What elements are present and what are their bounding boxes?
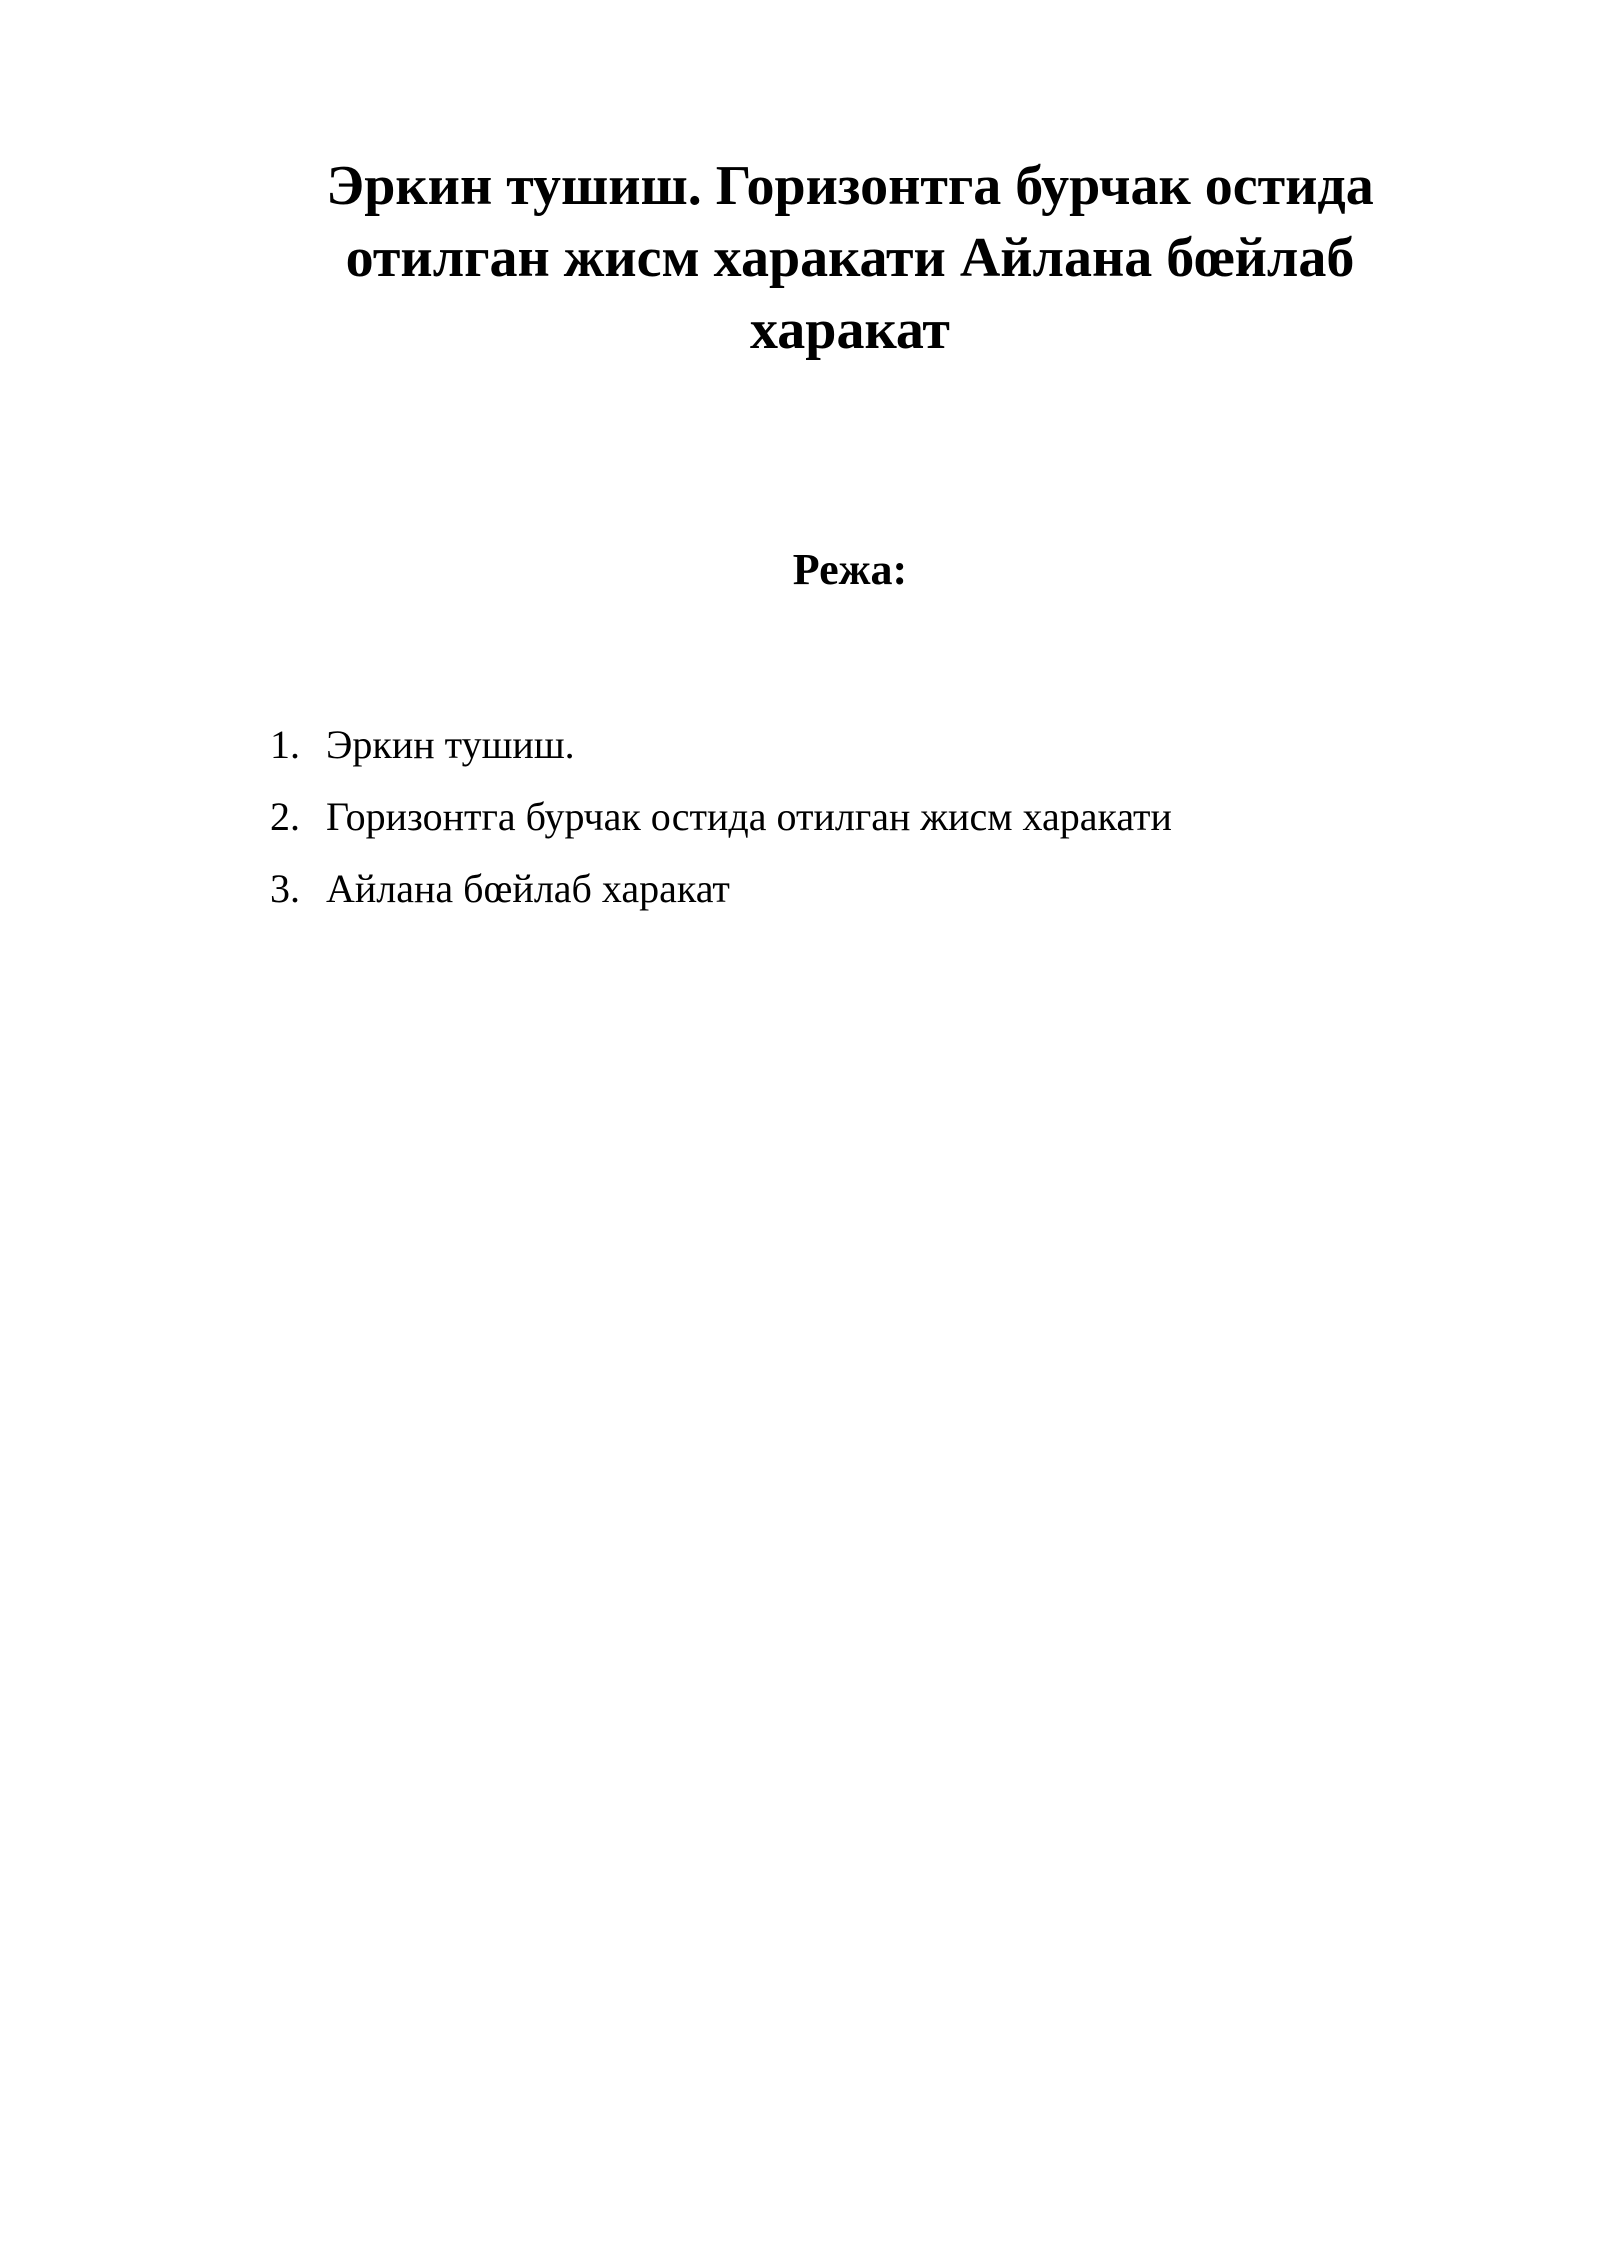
plan-item	[270, 792, 1470, 864]
plan-item-number: 1.	[270, 722, 300, 767]
title-line: Эркин тушиш. Горизонтга бурчак остида	[326, 155, 1374, 217]
title-line: харакат	[750, 299, 950, 361]
plan-item	[270, 864, 1470, 936]
plan-item-number: 3.	[270, 866, 300, 911]
document-title	[280, 150, 1420, 366]
plan-item-number: 2.	[270, 794, 300, 839]
plan-list	[270, 720, 1470, 936]
plan-heading: Режа:	[792, 545, 908, 594]
title-line: отилган жисм харакати Айлана бœйлаб	[345, 227, 1355, 289]
plan-item-text: Горизонтга бурчак остида отилган жисм харакати	[326, 794, 1172, 839]
plan-item	[270, 720, 1470, 792]
plan-item-text: Эркин тушиш.	[326, 722, 575, 767]
plan-item-text: Айлана бœйлаб харакат	[326, 866, 730, 911]
